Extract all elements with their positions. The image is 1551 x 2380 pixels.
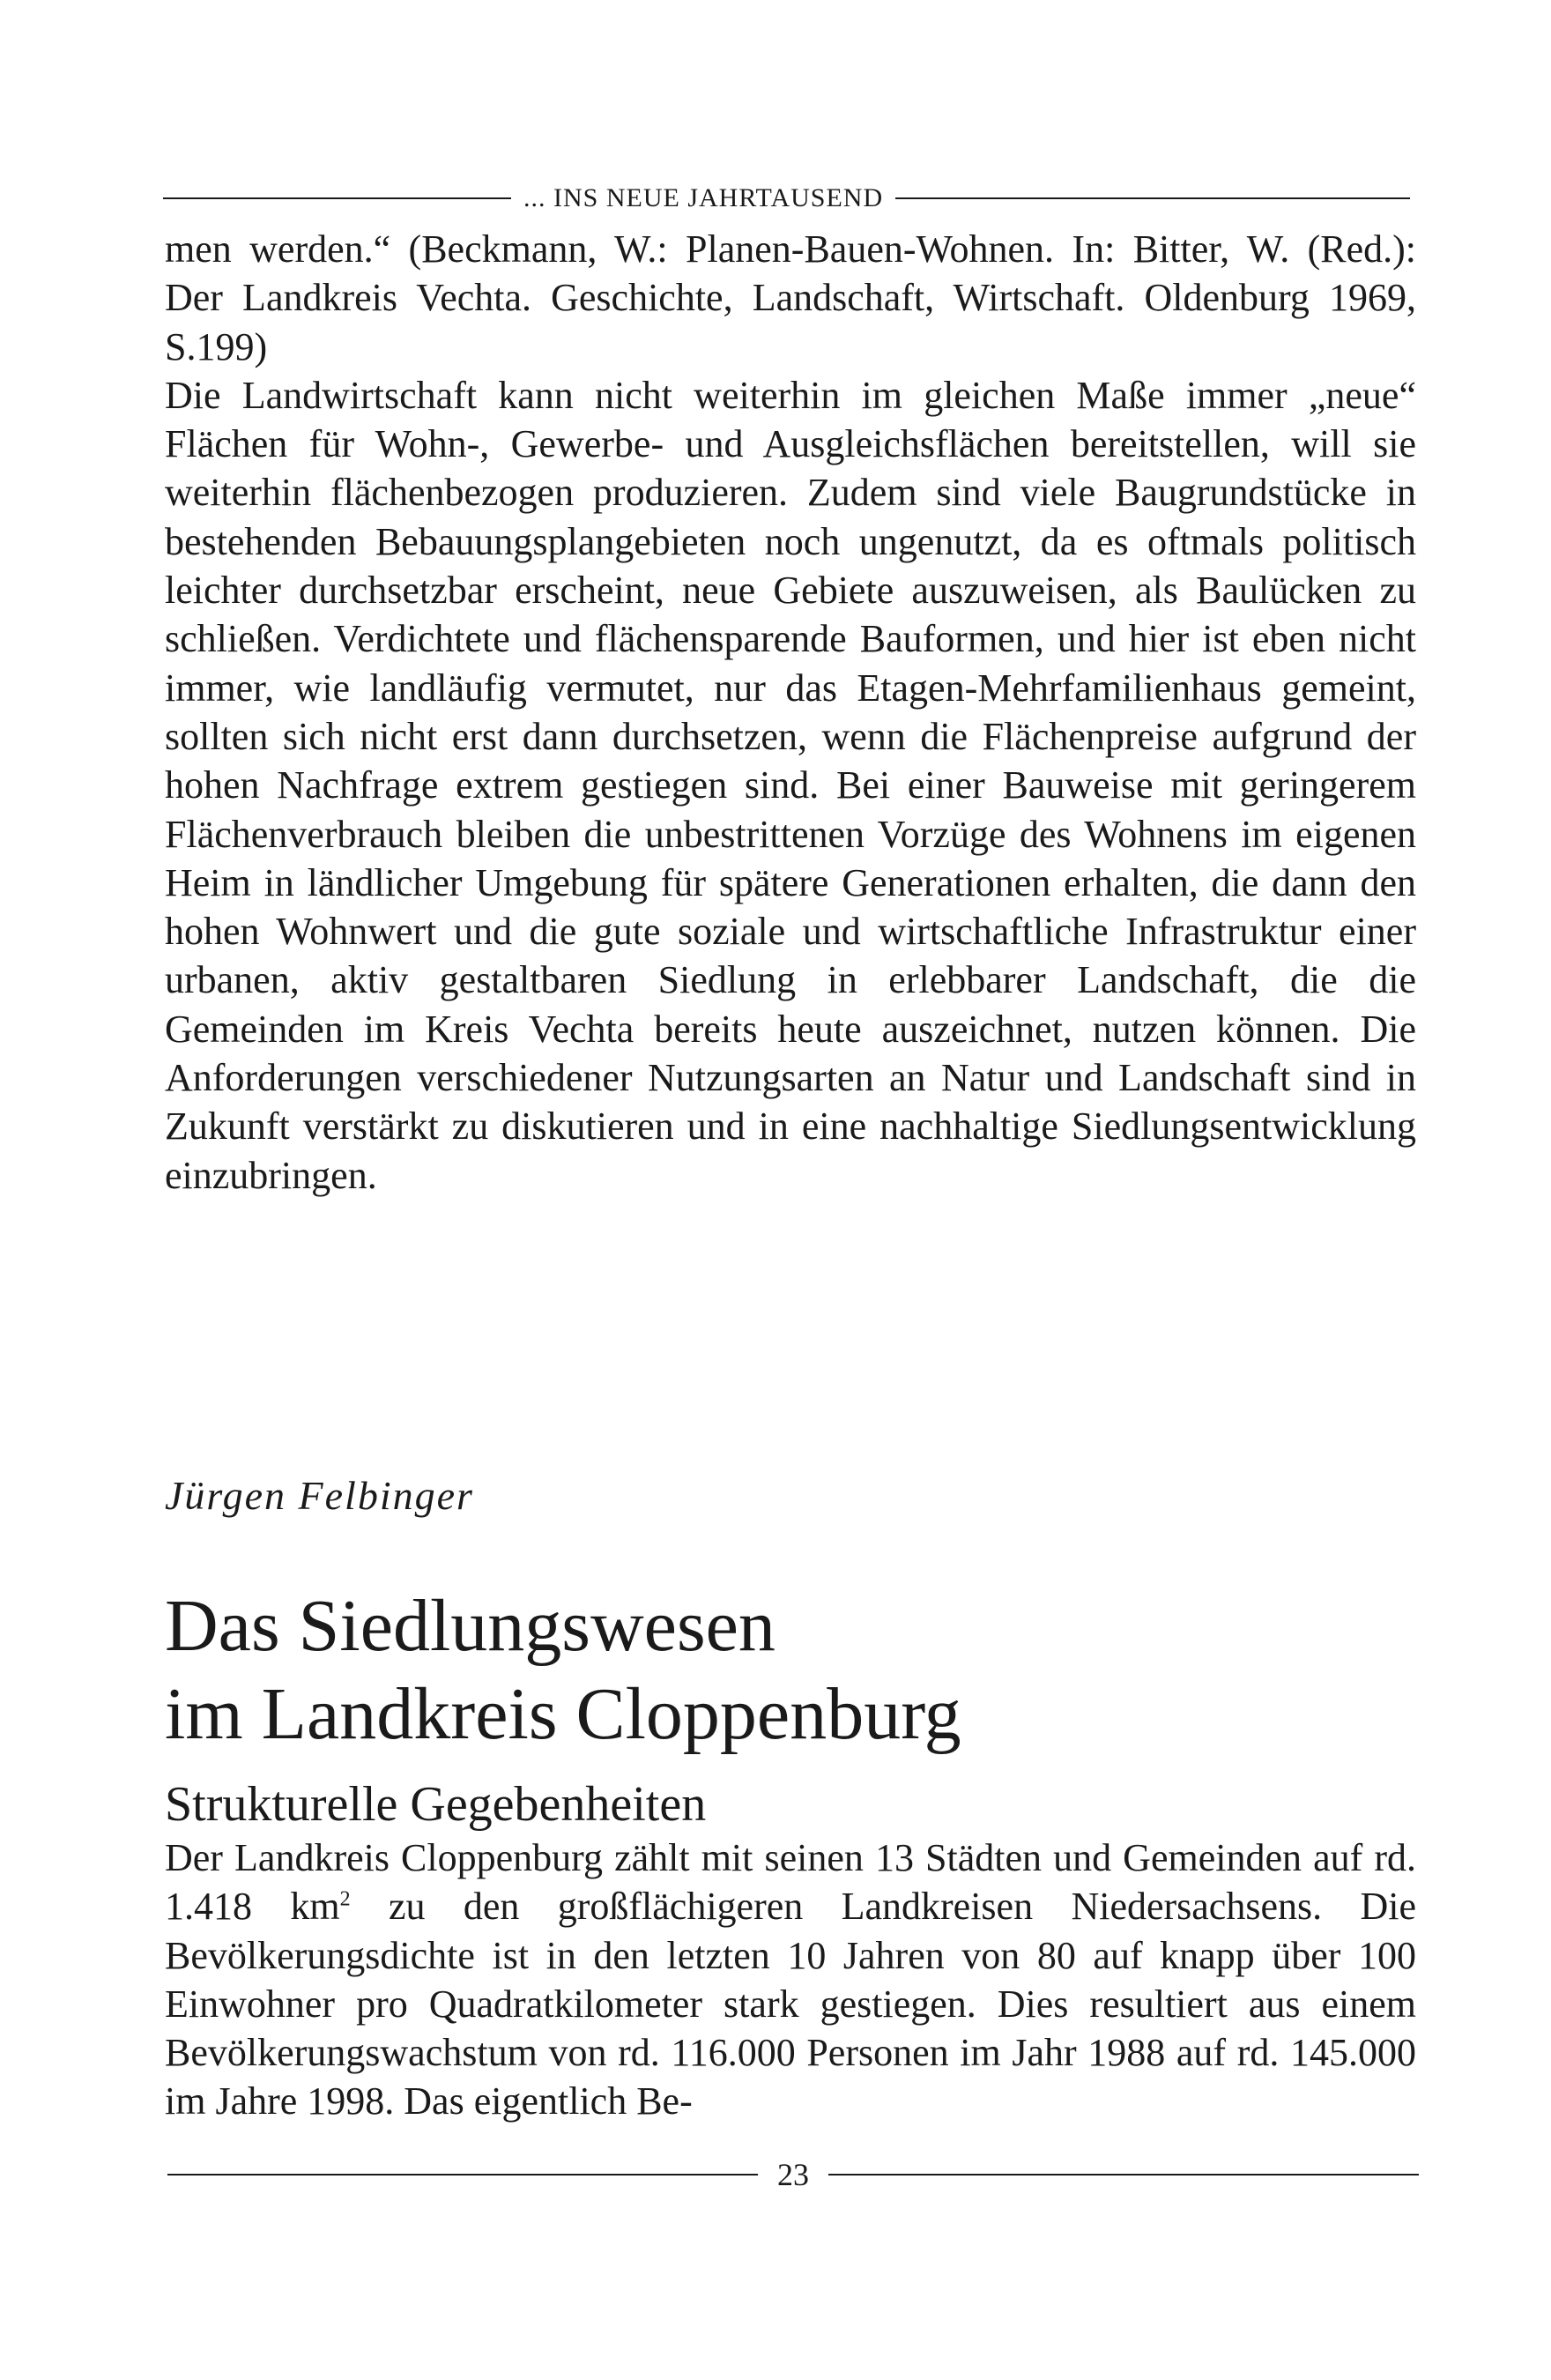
- page-number: 23: [777, 2157, 809, 2192]
- article-title-line-1: Das Siedlungswesen: [165, 1585, 776, 1667]
- article-title-line-2: im Landkreis Cloppenburg: [165, 1673, 961, 1755]
- body-paragraph: Die Landwirtschaft kann nicht weiterhin im gleichen Maße immer „neue“ Flächen für Wohn-, Gewerbe- und Ausgleichsflächen bereitstellen, will sie weiterhin flächenbezogen produzieren. Zudem sind viele Baugrundstücke in bestehenden Bebauungsplangebieten noch ungenutzt, da es oftmals politisch leichter durchsetzbar erscheint, neue Gebiete auszuweisen, als Baulücken zu schließen. Verdichtete und flächensparende Bauformen, und hier ist eben nicht immer, wie landläufig vermutet, nur das Etagen-Mehrfamilienhaus gemeint, sollten sich nicht erst dann durchsetzen, wenn die Flächenpreise aufgrund der hohen Nachfrage extrem gestiegen sind. Bei einer Bauweise mit geringerem Flächenverbrauch bleiben die unbestrittenen Vorzüge des Wohnens im eigenen Heim in ländlicher Umgebung für spätere Generationen erhalten, die dann den hohen Wohnwert und die gute soziale und wirtschaftliche Infrastruktur einer urbanen, aktiv gestaltbaren Siedlung in erlebbarer Landschaft, die die Gemeinden im Kreis Vechta bereits heute auszeichnet, nutzen können. Die Anforderungen verschiedener Nutzungsarten an Natur und Landschaft sind in Zukunft verstärkt zu diskutieren und in eine nachhaltige Siedlungsentwicklung einzubringen.: [165, 373, 1416, 1197]
- running-footer: [167, 2157, 1419, 2192]
- section-heading: Strukturelle Gegebenheiten: [165, 1777, 707, 1832]
- running-header: [163, 181, 1410, 216]
- article-title: [165, 1582, 1416, 1759]
- article-author: Jürgen Felbinger: [165, 1473, 474, 1518]
- footer-rule-right: [828, 2174, 1419, 2175]
- superscript-2: 2: [339, 1887, 351, 1911]
- citation-paragraph: men werden.“ (Beckmann, W.: Planen-Bauen-Wohnen. In: Bitter, W. (Red.): Der Landkreis Vechta. Geschichte, Landschaft, Wirtschaft. Oldenburg 1969, S.199): [165, 227, 1416, 368]
- body-text-part-2: zu den großflächigeren Landkreisen Niedersachsens. Die Bevölkerungsdichte ist in den letzten 10 Jahren von 80 auf knapp über 100 Einwohner pro Quadratkilometer stark gestiegen. Dies resultiert aus einem Bevölkerungswachstum von rd. 116.000 Personen im Jahr 1988 auf rd. 145.000 im Jahre 1998. Das eigentlich Be-: [165, 1885, 1416, 2123]
- article-body-paragraph: [165, 1833, 1416, 2126]
- footer-rule-left: [167, 2174, 758, 2175]
- body-text-part-1: Der Landkreis Cloppenburg zählt mit seinen 13 Städten und Gemeinden auf rd. 1.418 km: [165, 1836, 1416, 1929]
- running-title: ... INS NEUE JAHRTAUSEND: [523, 183, 884, 212]
- intro-text: [165, 225, 1416, 1200]
- header-rule-left: [163, 197, 511, 199]
- header-rule-right: [895, 197, 1410, 199]
